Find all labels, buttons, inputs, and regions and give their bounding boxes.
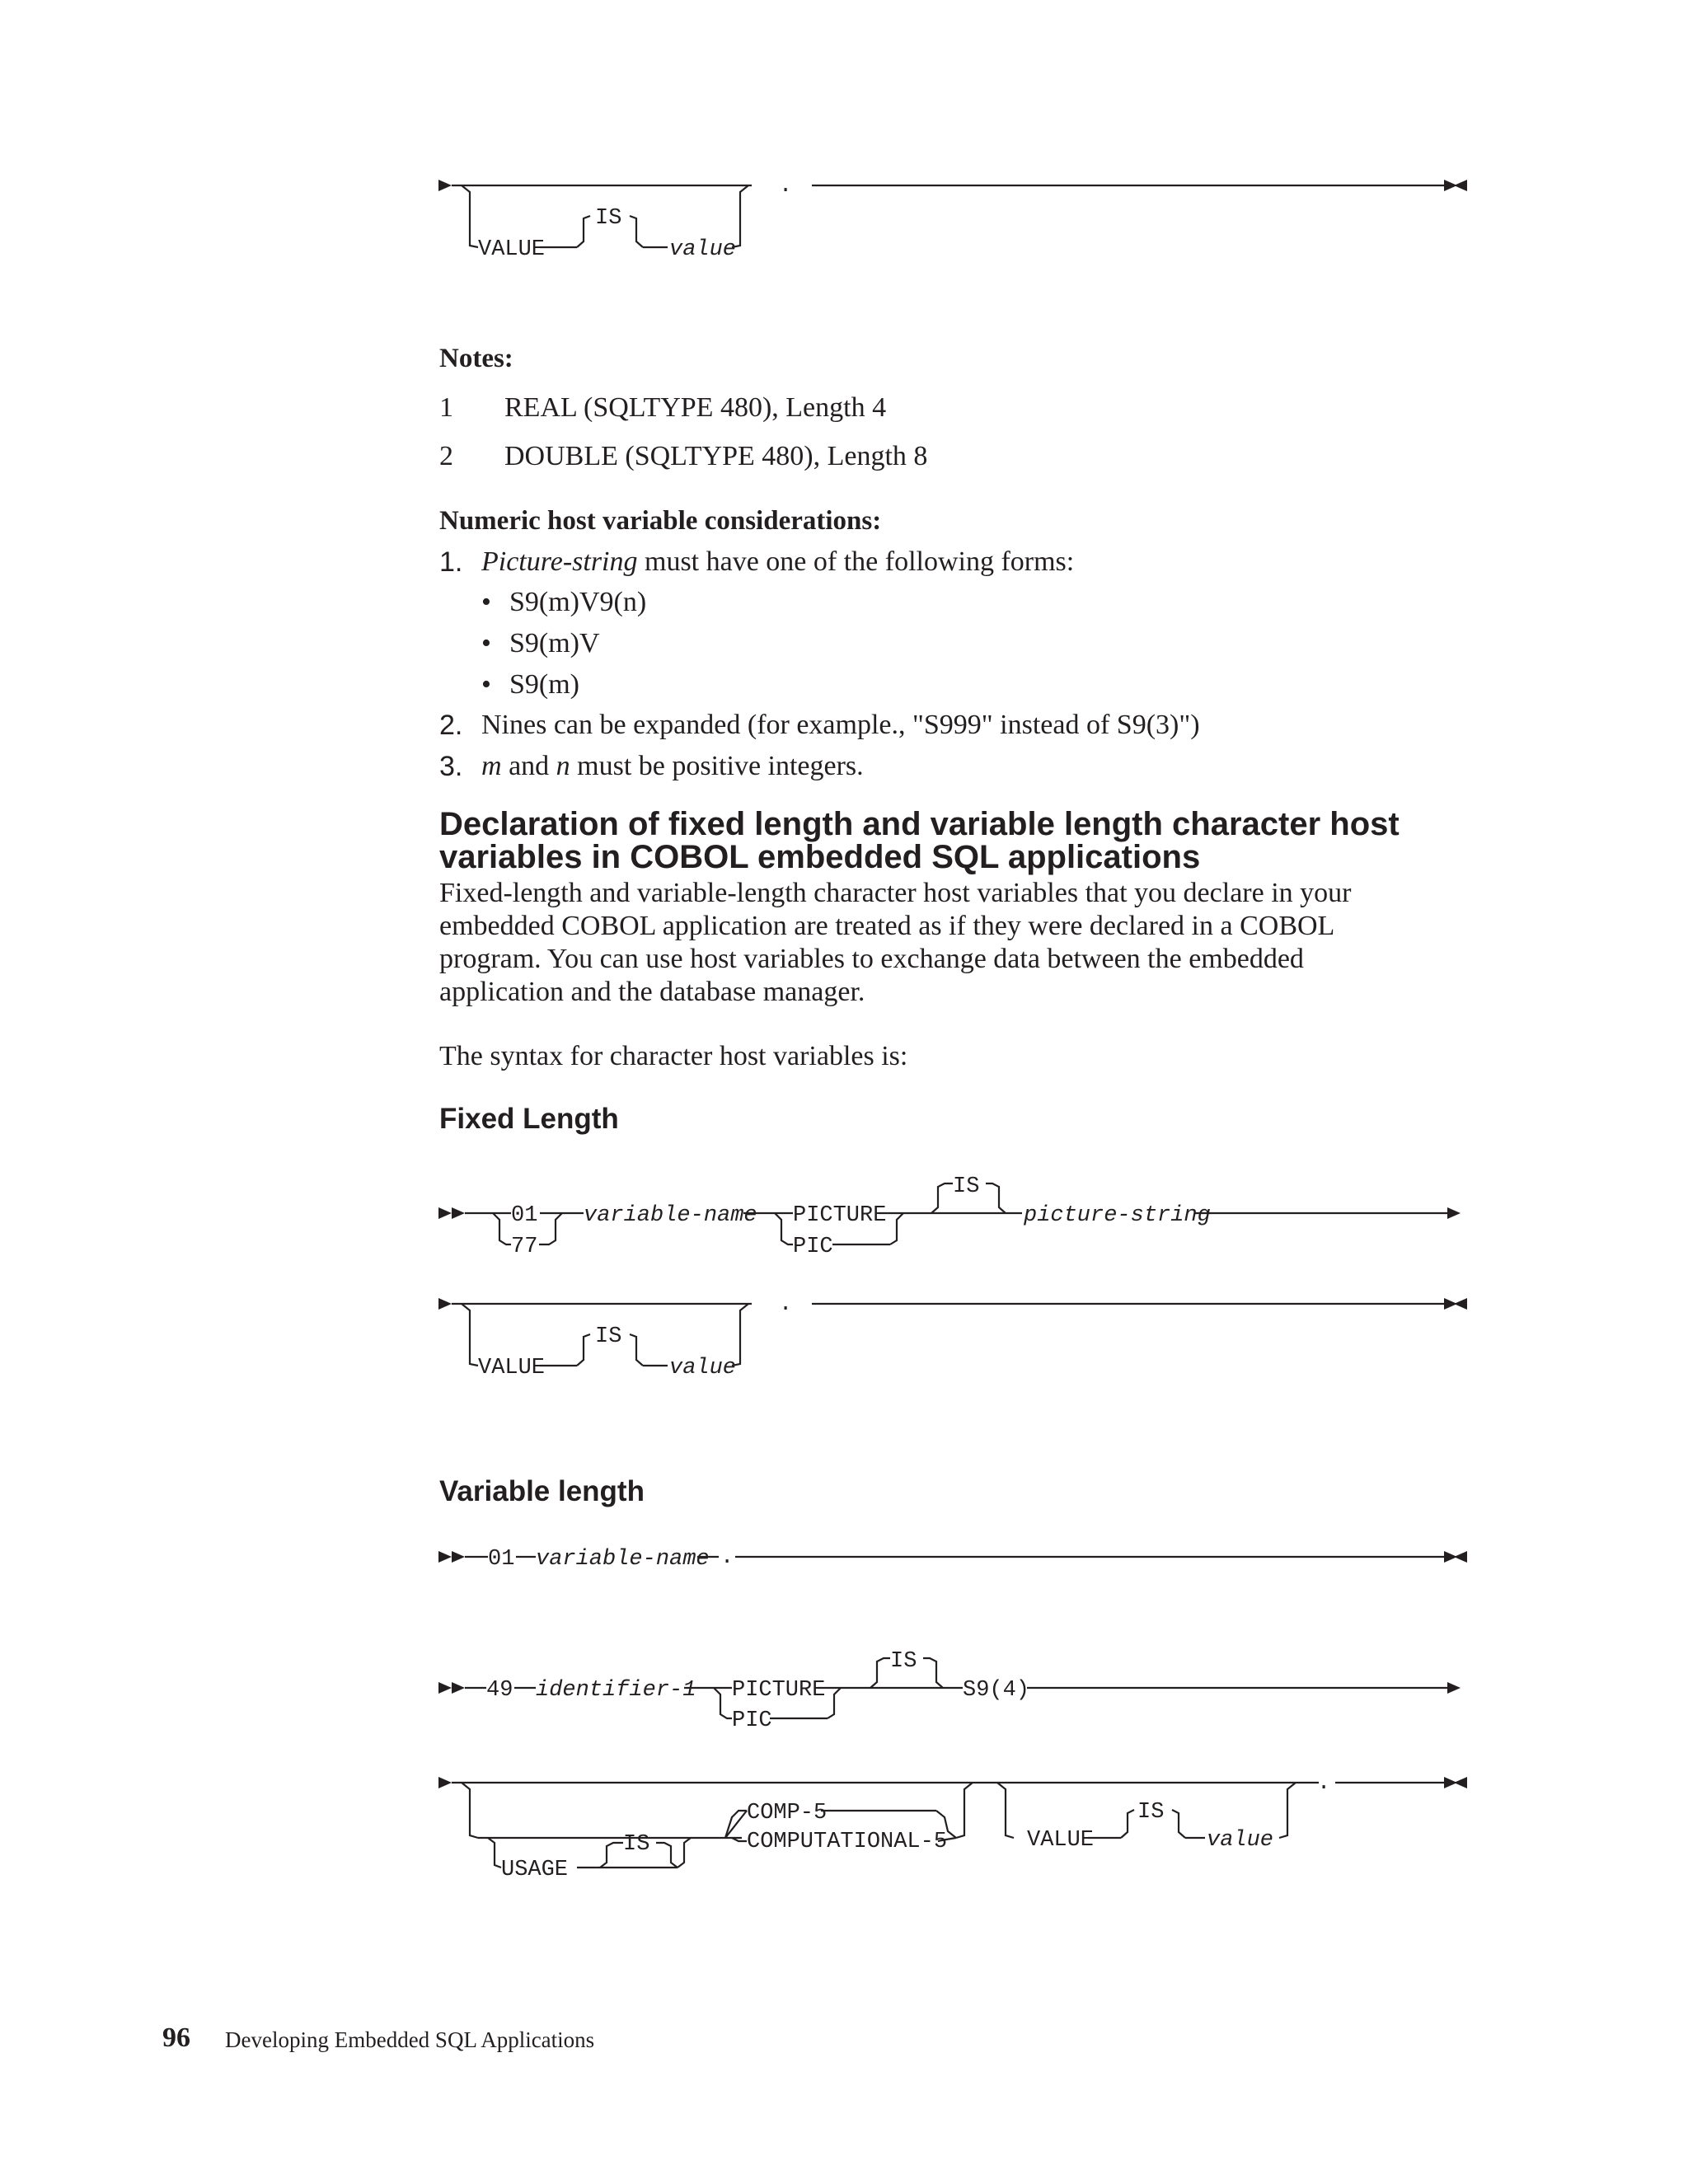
note-number: 2 <box>439 441 453 471</box>
n-term: n <box>556 751 570 781</box>
computational5-keyword: COMPUTATIONAL-5 <box>747 1830 948 1854</box>
note-number: 1 <box>439 392 453 423</box>
picture-keyword: PICTURE <box>732 1678 826 1703</box>
book-title: Developing Embedded SQL Applications <box>225 2027 595 2052</box>
diagram-start-arrow <box>438 1682 452 1694</box>
diagram-start-arrow <box>438 1551 452 1563</box>
period: . <box>720 1545 734 1570</box>
picture-keyword: PICTURE <box>793 1203 887 1228</box>
pic-keyword: PIC <box>793 1235 833 1259</box>
paragraph-line: application and the database manager. <box>439 977 865 1007</box>
list-number: 2. <box>439 710 463 741</box>
list-item-text: must be positive integers. <box>570 751 864 781</box>
value-keyword: VALUE <box>478 237 546 262</box>
level-77: 77 <box>511 1235 538 1259</box>
list-item-text: and <box>501 751 556 781</box>
m-term: m <box>481 751 502 781</box>
level-49: 49 <box>486 1678 513 1703</box>
bullet-item: S9(m)V <box>509 628 600 658</box>
is-keyword: IS <box>1137 1800 1165 1825</box>
is-keyword: IS <box>595 1324 622 1349</box>
bullet-item: S9(m) <box>509 669 579 700</box>
is-keyword: IS <box>595 206 622 231</box>
picture-string-term: Picture-string <box>481 546 638 577</box>
note-text: REAL (SQLTYPE 480), Length 4 <box>504 392 887 423</box>
bullet-item: S9(m)V9(n) <box>509 587 647 617</box>
level-01: 01 <box>488 1547 515 1572</box>
variable-name: variable-name <box>536 1547 710 1572</box>
syntax-intro: The syntax for character host variables is: <box>439 1041 908 1071</box>
paragraph-line: Fixed-length and variable-length character host variables that you declare in your <box>439 878 1352 908</box>
period: . <box>779 1292 793 1317</box>
bullet: • <box>481 587 491 617</box>
paragraph-line: program. You can use host variables to exchange data between the embedded <box>439 944 1304 974</box>
s94-literal: S9(4) <box>963 1678 1030 1703</box>
notes-title: Notes: <box>439 344 513 373</box>
page-number: 96 <box>162 2022 190 2053</box>
note-text: DOUBLE (SQLTYPE 480), Length 8 <box>504 441 928 471</box>
numeric-considerations-title: Numeric host variable considerations: <box>439 506 882 536</box>
variable-length-heading: Variable length <box>439 1475 645 1507</box>
list-item-text: must have one of the following forms: <box>637 546 1075 577</box>
fixed-length-heading: Fixed Length <box>439 1103 619 1135</box>
period: . <box>779 174 793 199</box>
value-keyword: VALUE <box>1027 1828 1095 1853</box>
comp5-keyword: COMP-5 <box>747 1801 828 1825</box>
list-number: 1. <box>439 546 463 578</box>
is-keyword: IS <box>623 1832 650 1857</box>
level-01: 01 <box>511 1203 538 1228</box>
bullet: • <box>481 628 491 658</box>
section-heading-line: variables in COBOL embedded SQL applications <box>439 839 1201 875</box>
period: . <box>1317 1771 1331 1796</box>
value-keyword: VALUE <box>478 1356 546 1380</box>
is-keyword: IS <box>890 1649 917 1674</box>
value-variable: value <box>669 1356 737 1380</box>
diagram-start-arrow <box>438 1777 452 1788</box>
value-variable: value <box>1207 1828 1274 1853</box>
paragraph-line: embedded COBOL application are treated as if they were declared in a COBOL <box>439 911 1335 941</box>
value-variable: value <box>669 237 737 262</box>
usage-keyword: USAGE <box>501 1858 569 1882</box>
identifier-1: identifier-1 <box>536 1678 696 1703</box>
section-heading-line: Declaration of fixed length and variable length character host <box>439 806 1400 842</box>
bullet: • <box>481 669 491 700</box>
is-keyword: IS <box>953 1174 980 1199</box>
diagram-continue-arrow <box>1447 1682 1461 1694</box>
pic-keyword: PIC <box>732 1708 772 1733</box>
picture-string: picture-string <box>1024 1203 1211 1228</box>
list-number: 3. <box>439 751 463 782</box>
variable-name: variable-name <box>584 1203 757 1228</box>
list-item: Nines can be expanded (for example., "S999" instead of S9(3)") <box>481 710 1200 740</box>
